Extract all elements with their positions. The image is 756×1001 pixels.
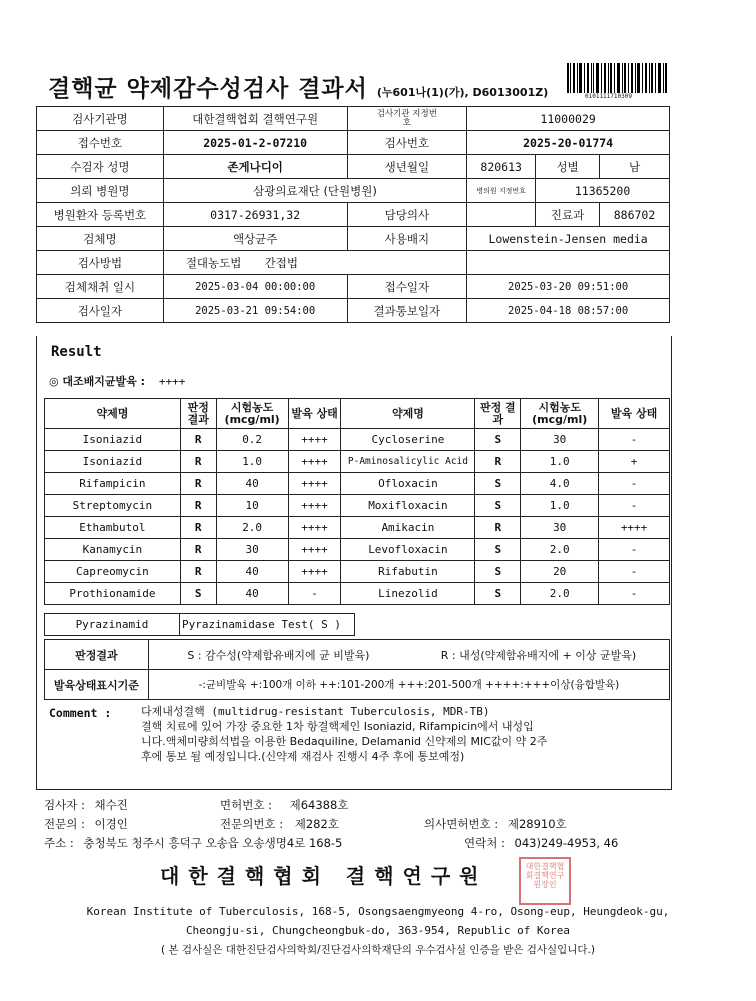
drug-cell-drug-name: Isoniazid <box>45 429 181 451</box>
registration-label: 병원환자 등록번호 <box>37 203 164 227</box>
license-label: 면허번호 : <box>220 798 272 812</box>
test-date-label: 검사일자 <box>37 299 164 323</box>
drug-cell-result: S <box>475 429 521 451</box>
form-code: (누601나(1)(가), D6013001Z) <box>376 86 549 99</box>
specialist-number-label: 전문의번호 : <box>220 817 284 831</box>
contact-line <box>464 835 618 851</box>
test-no-label: 검사번호 <box>347 131 467 155</box>
report-date-label: 결과통보일자 <box>347 299 467 323</box>
comment-line: 다제내성결핵 (multidrug-resistant Tuberculosis, MDR-TB) <box>141 705 490 718</box>
receive-date-value: 2025-03-20 09:51:00 <box>467 275 670 299</box>
drug-cell-result: S <box>475 583 521 605</box>
comment-line: 결핵 치료에 있어 가장 중요한 1차 항결핵제인 Isoniazid, Rifampicin에서 내성입 <box>141 720 534 733</box>
registration-value: 0317-26931,32 <box>163 203 347 227</box>
drug-cell-growth: ++++ <box>288 451 341 473</box>
contact-value: 043)249-4953, 46 <box>514 836 619 850</box>
drug-cell-result: R <box>180 473 216 495</box>
pyrazinamide-table <box>44 613 355 636</box>
growth-legend: -:균비발육 +:100개 이하 ++:101-200개 +++:201-500개 ++++:+++이상(융합발육) <box>148 670 669 700</box>
table-row <box>45 583 670 605</box>
drug-cell-result: R <box>180 429 216 451</box>
result-title: Result <box>51 344 102 360</box>
drug-cell-growth: ++++ <box>288 539 341 561</box>
receipt-no-label: 접수번호 <box>37 131 164 155</box>
drug-cell-concentration: 4.0 <box>521 473 599 495</box>
drug-cell-concentration: 1.0 <box>216 451 288 473</box>
drug-cell-drug-name: Ethambutol <box>45 517 181 539</box>
lab-name-value: 대한결핵협회 결핵연구원 <box>163 107 347 131</box>
drug-cell-growth: ++++ <box>288 517 341 539</box>
drug-cell-concentration: 0.2 <box>216 429 288 451</box>
specialist-name: 이경인 <box>94 817 128 831</box>
drug-cell-growth: ++++ <box>599 517 670 539</box>
drug-table-header-cell: 약제명 <box>341 399 475 429</box>
lab-id-value: 11000029 <box>467 107 670 131</box>
drug-cell-result: S <box>475 473 521 495</box>
drug-table-header <box>45 399 670 429</box>
drug-table-header-cell: 약제명 <box>45 399 181 429</box>
judge-r-legend: R : 내성(약제함유배지에 + 이상 균발육) <box>408 640 670 670</box>
drug-cell-concentration: 40 <box>216 473 288 495</box>
table-row <box>45 429 670 451</box>
seal-text: 대한결핵협회결핵연구원장인 <box>525 862 565 889</box>
method-label: 검사방법 <box>37 251 164 275</box>
result-section <box>36 336 672 790</box>
specialist-line <box>44 816 128 832</box>
drug-cell-growth: - <box>599 561 670 583</box>
method-empty <box>467 251 670 275</box>
drug-cell-concentration: 10 <box>216 495 288 517</box>
address-value: 충청북도 청주시 흥덕구 오송읍 오송생명4로 168-5 <box>83 836 343 850</box>
certification-note: ( 본 검사실은 대한진단검사의학회/진단검사의학재단의 우수검사실 인증을 받은 검사실입니다.) <box>160 944 595 956</box>
drug-cell-growth: - <box>288 583 341 605</box>
drug-cell-growth: ++++ <box>288 495 341 517</box>
english-address-line1: Korean Institute of Tuberculosis, 168-5, Osongsaengmyeong 4-ro, Osong-eup, Heungdeok-gu, <box>86 905 670 918</box>
drug-table-header-cell: 발육 상태 <box>599 399 670 429</box>
comment-line: 후에 통보 될 예정입니다.(신약제 재검사 진행시 4주 후에 통보예정) <box>141 750 465 763</box>
license-number: 제64388호 <box>289 798 349 812</box>
drug-cell-result: R <box>180 495 216 517</box>
drug-cell-drug-name: Isoniazid <box>45 451 181 473</box>
drug-susceptibility-table <box>44 398 670 605</box>
doctor-license-label: 의사면허번호 : <box>424 817 499 831</box>
patient-name-label: 수검자 성명 <box>37 155 164 179</box>
hospital-value: 삼광의료재단 (단원병원) <box>163 179 466 203</box>
table-row <box>45 473 670 495</box>
title-text: 결핵균 약제감수성검사 결과서 <box>48 76 368 102</box>
table-row <box>45 495 670 517</box>
sex-label: 성별 <box>536 155 600 179</box>
drug-cell-growth: - <box>599 473 670 495</box>
dob-value: 820613 <box>467 155 536 179</box>
examiner-line <box>44 797 128 813</box>
drug-cell-drug-name: Rifampicin <box>45 473 181 495</box>
drug-cell-concentration: 40 <box>216 561 288 583</box>
hospital-id-value: 11365200 <box>536 179 670 203</box>
drug-cell-drug-name: Kanamycin <box>45 539 181 561</box>
drug-cell-result: R <box>180 451 216 473</box>
drug-cell-drug-name: Amikacin <box>341 517 475 539</box>
drug-cell-concentration: 2.0 <box>216 517 288 539</box>
address-line <box>44 835 342 851</box>
collection-date-value: 2025-03-04 00:00:00 <box>163 275 347 299</box>
contact-label: 연락처 : <box>464 836 505 850</box>
drug-table-header-cell: 판정 결과 <box>180 399 216 429</box>
drug-cell-result: R <box>475 451 521 473</box>
drug-cell-growth: ++++ <box>288 429 341 451</box>
patient-info-table <box>36 106 670 323</box>
lab-name-label: 검사기관명 <box>37 107 164 131</box>
drug-cell-drug-name: Cycloserine <box>341 429 475 451</box>
collection-date-label: 검체채취 일시 <box>37 275 164 299</box>
receipt-no-value: 2025-01-2-07210 <box>163 131 347 155</box>
drug-cell-concentration: 30 <box>216 539 288 561</box>
drug-table-header-cell: 시험농도 (mcg/ml) <box>521 399 599 429</box>
table-row <box>45 451 670 473</box>
control-growth-label: ◎ 대조배지균발육 : <box>49 375 146 388</box>
table-row <box>45 517 670 539</box>
comment-label: Comment : <box>49 706 112 720</box>
english-address-line2: Cheongju-si, Chungcheongbuk-do, 363-954, Republic of Korea <box>185 924 571 937</box>
judge-label: 판정결과 <box>45 640 149 670</box>
document-title <box>48 70 548 103</box>
judge-s-legend: S : 감수성(약제함유배지에 균 비발육) <box>148 640 408 670</box>
test-date-value: 2025-03-21 09:54:00 <box>163 299 347 323</box>
drug-cell-growth: ++++ <box>288 473 341 495</box>
drug-cell-drug-name: Moxifloxacin <box>341 495 475 517</box>
drug-cell-growth: - <box>599 495 670 517</box>
drug-table-header-cell: 발육 상태 <box>288 399 341 429</box>
drug-table-header-cell: 판정 결과 <box>475 399 521 429</box>
growth-label: 발육상태표시기준 <box>45 670 149 700</box>
drug-cell-result: R <box>475 517 521 539</box>
drug-cell-result: R <box>180 539 216 561</box>
organization-name: 대한결핵협회 결핵연구원 <box>160 864 488 888</box>
report-date-value: 2025-04-18 08:57:00 <box>467 299 670 323</box>
address-label: 주소 : <box>44 836 74 850</box>
hospital-id-label: 병의원 지정번호 <box>467 179 536 203</box>
drug-cell-drug-name: Linezolid <box>341 583 475 605</box>
doctor-value <box>467 203 536 227</box>
receive-date-label: 접수일자 <box>347 275 467 299</box>
drug-cell-drug-name: Prothionamide <box>45 583 181 605</box>
drug-cell-concentration: 2.0 <box>521 583 599 605</box>
drug-cell-drug-name: Levofloxacin <box>341 539 475 561</box>
doctor-license-number: 제28910호 <box>507 817 567 831</box>
barcode-number: 0101111710309 <box>585 93 632 100</box>
hospital-label: 의뢰 병원명 <box>37 179 164 203</box>
specialist-number: 제282호 <box>294 817 339 831</box>
method-value <box>163 251 466 275</box>
table-row <box>45 561 670 583</box>
drug-cell-result: S <box>475 495 521 517</box>
drug-cell-result: R <box>180 517 216 539</box>
pza-value: Pyrazinamidase Test( S ) <box>180 614 355 636</box>
drug-cell-result: S <box>475 561 521 583</box>
drug-cell-concentration: 1.0 <box>521 495 599 517</box>
drug-cell-drug-name: P-Aminosalicylic Acid <box>341 451 475 473</box>
drug-cell-growth: + <box>599 451 670 473</box>
doctor-license-line <box>424 816 567 832</box>
drug-cell-concentration: 30 <box>521 429 599 451</box>
sex-value: 남 <box>600 155 670 179</box>
table-row <box>45 539 670 561</box>
drug-cell-concentration: 1.0 <box>521 451 599 473</box>
drug-cell-drug-name: Rifabutin <box>341 561 475 583</box>
drug-cell-growth: ++++ <box>288 561 341 583</box>
department-value: 886702 <box>600 203 670 227</box>
seal-stamp <box>519 857 571 905</box>
drug-cell-concentration: 20 <box>521 561 599 583</box>
specialist-label: 전문의 : <box>44 817 85 831</box>
drug-cell-concentration: 30 <box>521 517 599 539</box>
drug-cell-drug-name: Streptomycin <box>45 495 181 517</box>
specimen-label: 검체명 <box>37 227 164 251</box>
comment-text <box>141 704 671 764</box>
specialist-number-line <box>220 816 339 832</box>
drug-cell-growth: - <box>599 539 670 561</box>
examiner-label: 검사자 : <box>44 798 85 812</box>
medium-value: Lowenstein-Jensen media <box>467 227 670 251</box>
drug-cell-result: S <box>475 539 521 561</box>
lab-id-label: 검사기관 지정번호 <box>347 107 467 131</box>
drug-table-header-cell: 시험농도 (mcg/ml) <box>216 399 288 429</box>
drug-cell-result: R <box>180 561 216 583</box>
control-growth-value: ++++ <box>158 375 186 388</box>
drug-cell-drug-name: Capreomycin <box>45 561 181 583</box>
dob-label: 생년월일 <box>347 155 467 179</box>
drug-cell-drug-name: Ofloxacin <box>341 473 475 495</box>
drug-cell-growth: - <box>599 583 670 605</box>
license-line <box>220 797 348 813</box>
barcode-icon <box>567 63 667 93</box>
drug-cell-concentration: 2.0 <box>521 539 599 561</box>
doctor-label: 담당의사 <box>347 203 467 227</box>
specimen-value: 액상균주 <box>163 227 347 251</box>
test-no-value: 2025-20-01774 <box>467 131 670 155</box>
medium-label: 사용배지 <box>347 227 467 251</box>
patient-name-value: 존게나디이 <box>163 155 347 179</box>
department-label: 진료과 <box>536 203 600 227</box>
drug-cell-concentration: 40 <box>216 583 288 605</box>
method-absolute: 절대농도법 <box>185 255 242 270</box>
examiner-name: 채수진 <box>94 798 128 812</box>
comment-line: 니다.액체미량희석법을 이용한 Bedaquiline, Delamanid 신약제의 MIC값이 약 2주 <box>141 735 548 748</box>
pza-label: Pyrazinamid <box>45 614 180 636</box>
drug-cell-result: S <box>180 583 216 605</box>
method-indirect: 간접법 <box>264 255 298 270</box>
legend-table <box>44 639 670 700</box>
drug-cell-growth: - <box>599 429 670 451</box>
control-growth <box>49 373 185 389</box>
